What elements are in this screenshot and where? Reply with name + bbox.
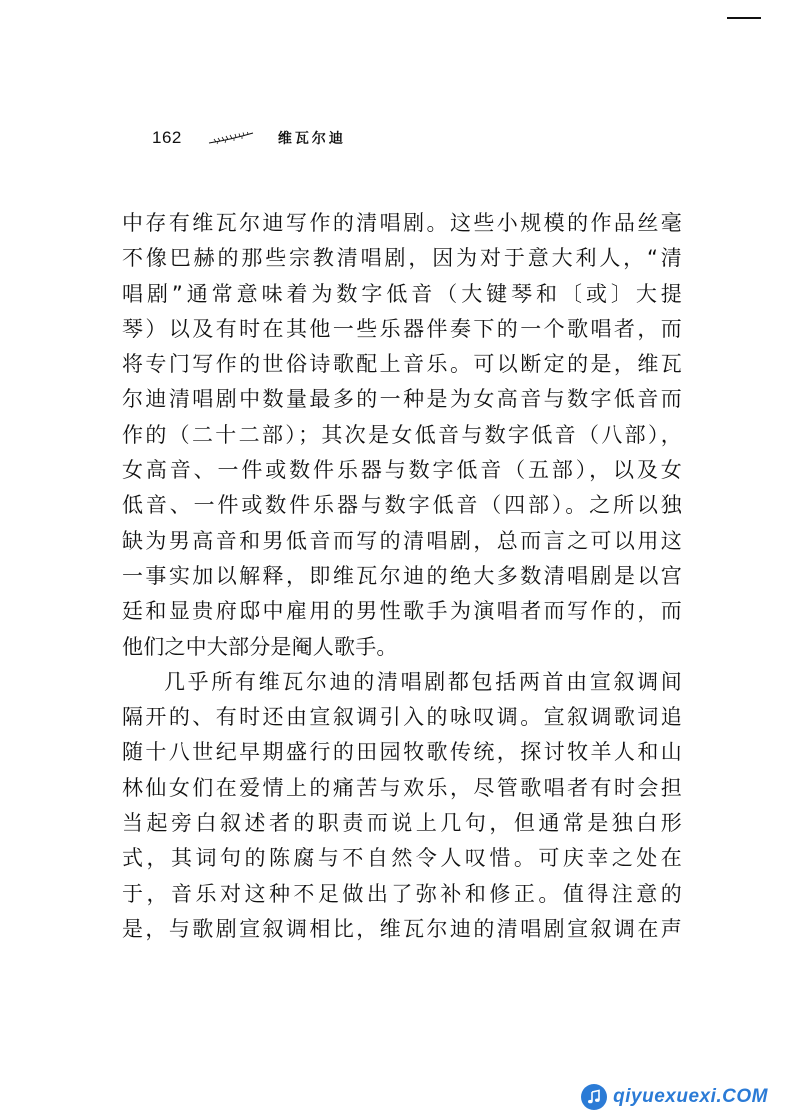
text-line: 琴）以及有时在其他一些乐器伴奏下的一个歌唱者，而 (122, 316, 682, 341)
text-line: 不像巴赫的那些宗教清唱剧，因为对于意大利人，“清 (122, 246, 682, 271)
music-note-icon (581, 1084, 607, 1110)
text-line: 隔开的、有时还由宣叙调引入的咏叹调。宣叙调歌词追 (122, 705, 682, 730)
text-line: 女高音、一件或数件乐器与数字低音（五部），以及女 (122, 458, 682, 483)
text-line: 作的（二十二部）；其次是女低音与数字低音（八部）， (122, 422, 682, 447)
text-line: 当起旁白叙述者的职责而说上几句，但通常是独白形 (122, 811, 682, 836)
paragraph-2 (122, 665, 682, 947)
text-line: 于，音乐对这种不足做出了弥补和修正。值得注意的 (122, 881, 682, 906)
watermark (581, 1084, 768, 1110)
running-head (152, 124, 346, 152)
text-line: 几乎所有维瓦尔迪的清唱剧都包括两首由宣叙调间 (164, 669, 682, 694)
body-text (122, 206, 682, 947)
feather-ornament-icon (208, 131, 254, 145)
page-number: 162 (152, 128, 182, 147)
watermark-text: qiyuexuexi.COM (613, 1086, 768, 1107)
text-line: 林仙女们在爱情上的痛苦与欢乐，尽管歌唱者有时会担 (122, 775, 682, 800)
top-rule (727, 17, 761, 19)
text-line: 廷和显贵府邸中雇用的男性歌手为演唱者而写作的，而 (122, 599, 682, 624)
text-line: 他们之中大部分是阉人歌手。 (122, 634, 398, 659)
text-line: 中存有维瓦尔迪写作的清唱剧。这些小规模的作品丝毫 (122, 211, 682, 235)
text-line: 唱剧”通常意味着为数字低音（大键琴和〔或〕大提 (122, 281, 682, 306)
text-line: 缺为男高音和男低音而写的清唱剧，总而言之可以用这 (122, 528, 682, 553)
running-title: 维瓦尔迪 (277, 131, 346, 147)
text-line: 一事实加以解释，即维瓦尔迪的绝大多数清唱剧是以宫 (122, 563, 682, 588)
text-line: 是，与歌剧宣叙调相比，维瓦尔迪的清唱剧宣叙调在声 (122, 916, 682, 941)
text-line: 式，其词句的陈腐与不自然令人叹惜。可庆幸之处在 (122, 846, 682, 871)
text-line: 将专门写作的世俗诗歌配上音乐。可以断定的是，维瓦 (122, 352, 682, 377)
text-line: 随十八世纪早期盛行的田园牧歌传统，探讨牧羊人和山 (122, 740, 682, 765)
text-line: 低音、一件或数件乐器与数字低音（四部）。之所以独 (122, 493, 682, 518)
text-line: 尔迪清唱剧中数量最多的一种是为女高音与数字低音而 (122, 387, 682, 412)
paragraph-1 (122, 206, 682, 665)
